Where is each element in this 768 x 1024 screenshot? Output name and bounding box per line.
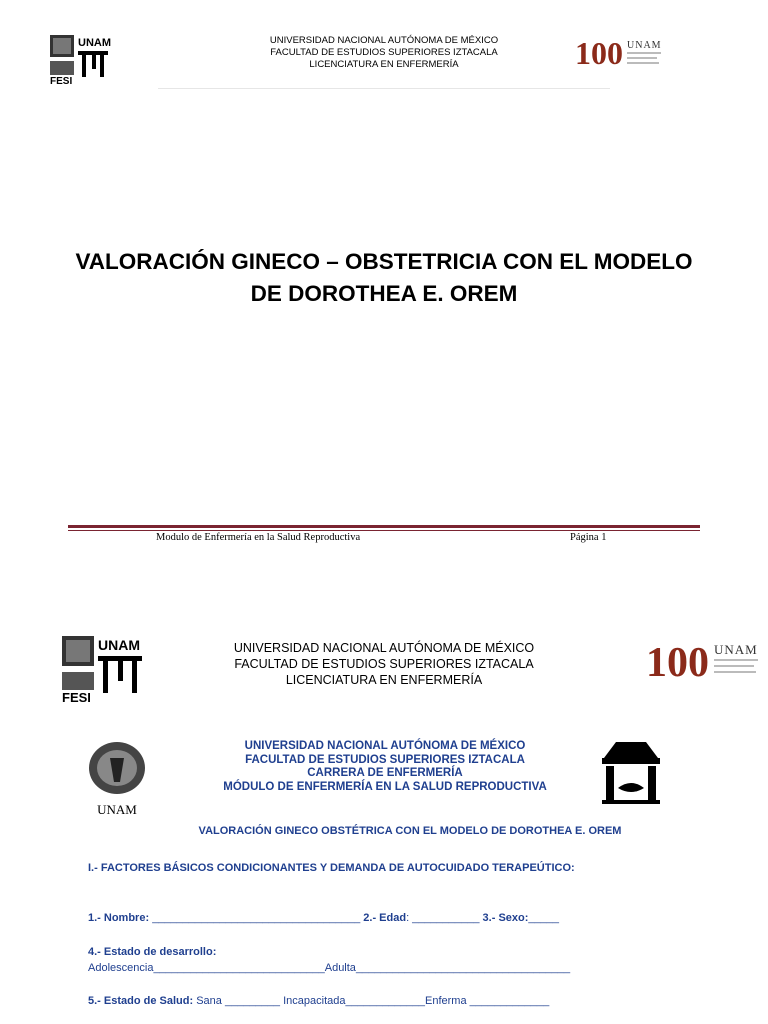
sexo-label: 3.- Sexo: <box>482 912 529 924</box>
field-row-2-options <box>88 962 570 974</box>
footer-page-number: Página 1 <box>570 532 607 543</box>
incapacitada-label: Incapacitada <box>283 995 346 1007</box>
header-line: LICENCIATURA EN ENFERMERÍA <box>285 673 483 687</box>
header-line: FACULTAD DE ESTUDIOS SUPERIORES IZTACALA <box>234 657 534 671</box>
header-line: UNIVERSIDAD NACIONAL AUTÓNOMA DE MÉXICO <box>233 641 535 655</box>
fesi-building-logo <box>596 740 666 806</box>
adolescencia-label: Adolescencia <box>88 962 154 974</box>
footer-module-name: Modulo de Enfermería en la Salud Reproductiva <box>156 532 361 543</box>
unam-100-logo <box>575 34 665 72</box>
logo-100-unam: UNAM <box>714 642 758 657</box>
fesi-logo-unam-text: UNAM <box>78 37 111 49</box>
adulta-blank[interactable]: ___________________________________ <box>355 962 571 974</box>
fesi-unam-logo <box>60 634 145 704</box>
adulta-label: Adulta <box>324 962 356 974</box>
form-header-line: MÓDULO DE ENFERMERÍA EN LA SALUD REPRODUCTIVA <box>223 780 547 793</box>
title-line: DE DOROTHEA E. OREM <box>250 281 518 306</box>
logo-100-unam: UNAM <box>627 40 662 51</box>
form-title: VALORACIÓN GINECO OBSTÉTRICA CON EL MODELO DE DOROTHEA E. OREM <box>198 825 622 837</box>
logo-100-number: 100 <box>646 640 709 684</box>
fesi-logo-fesi-text: FESI <box>50 76 73 85</box>
nombre-label: 1.- Nombre: <box>88 912 150 924</box>
adolescencia-blank[interactable]: ____________________________ <box>153 962 325 974</box>
salud-label: 5.- Estado de Salud: <box>88 995 194 1007</box>
unam-caption: UNAM <box>97 802 137 817</box>
unam-shield-logo <box>84 738 150 818</box>
field-row-2 <box>88 946 216 958</box>
nombre-blank[interactable]: __________________________________ <box>152 912 361 924</box>
incapacitada-blank[interactable]: _____________ <box>345 995 426 1007</box>
field-row-3 <box>88 995 549 1007</box>
desarrollo-label: 4.- Estado de desarrollo: <box>88 946 217 958</box>
sexo-blank[interactable]: _____ <box>528 912 559 924</box>
section-title: I.- FACTORES BÁSICOS CONDICIONANTES Y DEMANDA DE AUTOCUIDADO TERAPEÚTICO: <box>88 862 575 874</box>
footer-rule <box>68 525 700 528</box>
form-header-line: UNIVERSIDAD NACIONAL AUTÓNOMA DE MÉXICO <box>244 740 526 752</box>
unam-100-logo <box>646 636 764 684</box>
footer-rule-thin <box>68 530 700 531</box>
enferma-blank[interactable]: _____________ <box>469 995 550 1007</box>
field-row-1 <box>88 912 559 924</box>
document-title <box>40 246 728 310</box>
header-line: FACULTAD DE ESTUDIOS SUPERIORES IZTACALA <box>270 47 498 58</box>
edad-blank[interactable]: : ___________ <box>406 912 480 924</box>
sana-blank[interactable]: _________ <box>224 995 281 1007</box>
logo-100-number: 100 <box>575 35 623 71</box>
edad-label: 2.- Edad <box>363 912 407 924</box>
form-header-line: FACULTAD DE ESTUDIOS SUPERIORES IZTACALA <box>245 753 525 766</box>
fesi-logo-fesi-text: FESI <box>62 690 91 704</box>
fesi-logo-unam-text: UNAM <box>98 637 140 653</box>
title-line: VALORACIÓN GINECO – OBSTETRICIA CON EL MODELO <box>75 249 693 274</box>
form-header-line: CARRERA DE ENFERMERÍA <box>307 767 463 779</box>
fesi-unam-logo <box>48 33 112 85</box>
page2-header <box>214 640 554 688</box>
form-header <box>200 740 570 794</box>
enferma-label: Enferma <box>425 995 467 1007</box>
header-line: LICENCIATURA EN ENFERMERÍA <box>309 59 459 70</box>
header-line: UNIVERSIDAD NACIONAL AUTÓNOMA DE MÉXICO <box>269 35 499 46</box>
header-divider <box>158 88 610 89</box>
sana-label: Sana <box>196 995 222 1007</box>
page1-header <box>200 35 568 71</box>
